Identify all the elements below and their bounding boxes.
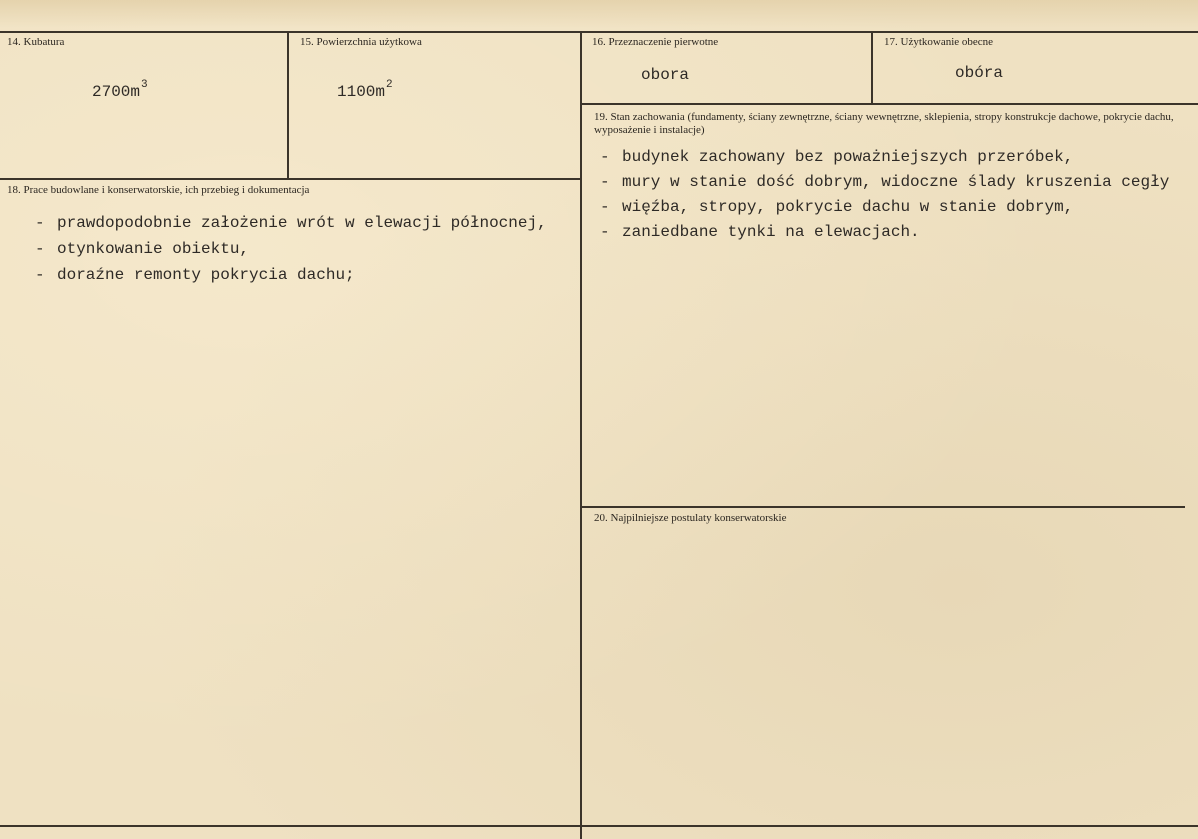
list-item: - mury w stanie dość dobrym, widoczne ślady kruszenia cegły: [600, 173, 1170, 191]
divider-16-19: [580, 103, 1198, 105]
divider-16-17: [871, 31, 873, 103]
bottom-border: [0, 825, 1198, 827]
center-divider: [580, 31, 582, 839]
stan-list: [600, 145, 1169, 245]
divider-14-18: [0, 178, 580, 180]
field-label: 14. Kubatura: [7, 36, 65, 48]
field-label: 20. Najpilniejsze postulaty konserwatorskie: [594, 512, 787, 524]
value-text: 1100m: [337, 83, 386, 101]
field-label: 19. Stan zachowania (fundamenty, ściany zewnętrzne, ściany wewnętrzne, sklepienia, stropy konstrukcje dachowe, pokrycie dachu, wyposażenie i instalacje): [594, 111, 1174, 136]
paper-edge: [0, 0, 1198, 28]
field-label: 17. Użytkowanie obecne: [884, 36, 994, 48]
prace-list: [35, 210, 547, 288]
divider-14-15: [287, 31, 289, 178]
list-item: - prawdopodobnie założenie wrót w elewacji północnej,: [35, 214, 547, 232]
field-label: 15. Powierzchnia użytkowa: [300, 36, 422, 48]
list-item: - otynkowanie obiektu,: [35, 240, 250, 258]
value-exponent: 2: [386, 79, 393, 91]
top-border: [0, 31, 1198, 33]
field-value: [337, 79, 393, 101]
field-label: 16. Przeznaczenie pierwotne: [592, 36, 719, 48]
field-value: [92, 79, 148, 101]
value-exponent: 3: [141, 79, 148, 91]
list-item: - doraźne remonty pokrycia dachu;: [35, 266, 355, 284]
list-item: - więźba, stropy, pokrycie dachu w stanie dobrym,: [600, 198, 1074, 216]
value-text: 2700m: [92, 83, 141, 101]
list-item: - budynek zachowany bez poważniejszych przeróbek,: [600, 148, 1074, 166]
field-value: obora: [641, 66, 690, 84]
field-label: 18. Prace budowlane i konserwatorskie, ich przebieg i dokumentacja: [7, 184, 310, 196]
field-value: obóra: [955, 64, 1004, 82]
divider-19-20: [580, 506, 1185, 508]
list-item: - zaniedbane tynki na elewacjach.: [600, 223, 920, 241]
